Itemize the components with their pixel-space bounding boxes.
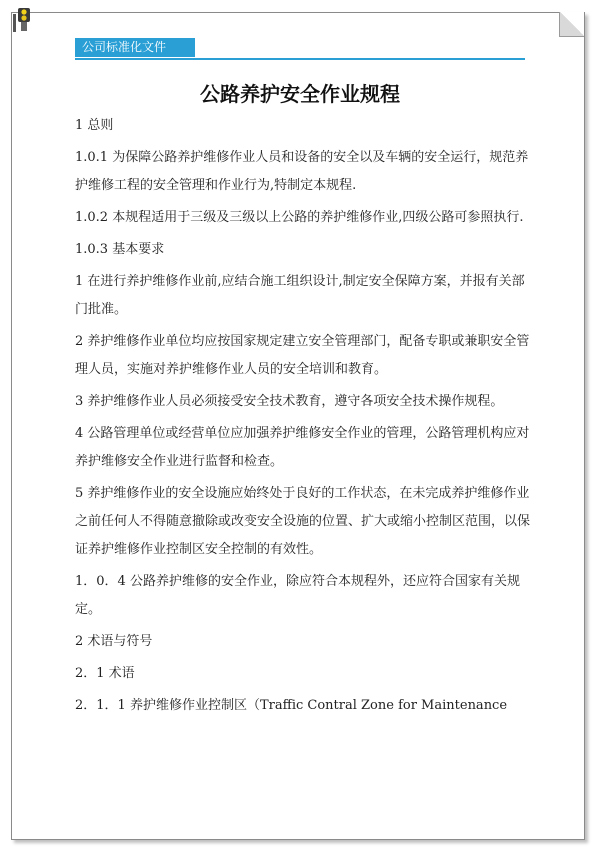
section-heading: 2 术语与符号 bbox=[75, 634, 153, 649]
header-label: 公司标准化文件 bbox=[82, 40, 167, 54]
paragraph: 1 在进行养护维修作业前,应结合施工组织设计,制定安全保障方案，并报有关部门批准。 bbox=[75, 274, 525, 317]
header-rule bbox=[75, 58, 525, 60]
paragraph: 5 养护维修作业的安全设施应始终处于良好的工作状态，在未完成养护维修作业之前任何人不得随意撤除或改变安全设施的位置、扩大或缩小控制区范围，以保证养护维修作业控制区安全控制的有效性。 bbox=[75, 486, 531, 557]
paragraph: 4 公路管理单位或经营单位应加强养护维修安全作业的管理，公路管理机构应对养护维修安全作业进行监督和检查。 bbox=[75, 426, 530, 469]
paragraph: 1.0.2 本规程适用于三级及三级以上公路的养护维修作业,四级公路可参照执行. bbox=[75, 210, 524, 225]
section-heading: 2．1 术语 bbox=[75, 666, 135, 681]
document-body bbox=[75, 112, 535, 724]
paragraph: 2．1．1 养护维修作业控制区（Traffic Contral Zone for Maintenance bbox=[75, 698, 508, 713]
document-title: 公路养护安全作业规程 bbox=[200, 82, 400, 106]
traffic-light-icon bbox=[12, 6, 34, 32]
paragraph: 1．0．4 公路养护维修的安全作业，除应符合本规程外，还应符合国家有关规定。 bbox=[75, 574, 520, 617]
page-curl-corner bbox=[559, 12, 584, 37]
section-heading: 1.0.3 基本要求 bbox=[75, 242, 165, 257]
paragraph: 1.0.1 为保障公路养护维修作业人员和设备的安全以及车辆的安全运行，规范养护维修工程的安全管理和作业行为,特制定本规程. bbox=[75, 150, 529, 193]
section-heading: 1 总则 bbox=[75, 118, 114, 133]
paragraph: 2 养护维修作业单位均应按国家规定建立安全管理部门，配备专职或兼职安全管理人员，实施对养护维修作业人员的安全培训和教育。 bbox=[75, 334, 530, 377]
paragraph: 3 养护维修作业人员必须接受安全技术教育，遵守各项安全技术操作规程。 bbox=[75, 394, 504, 409]
